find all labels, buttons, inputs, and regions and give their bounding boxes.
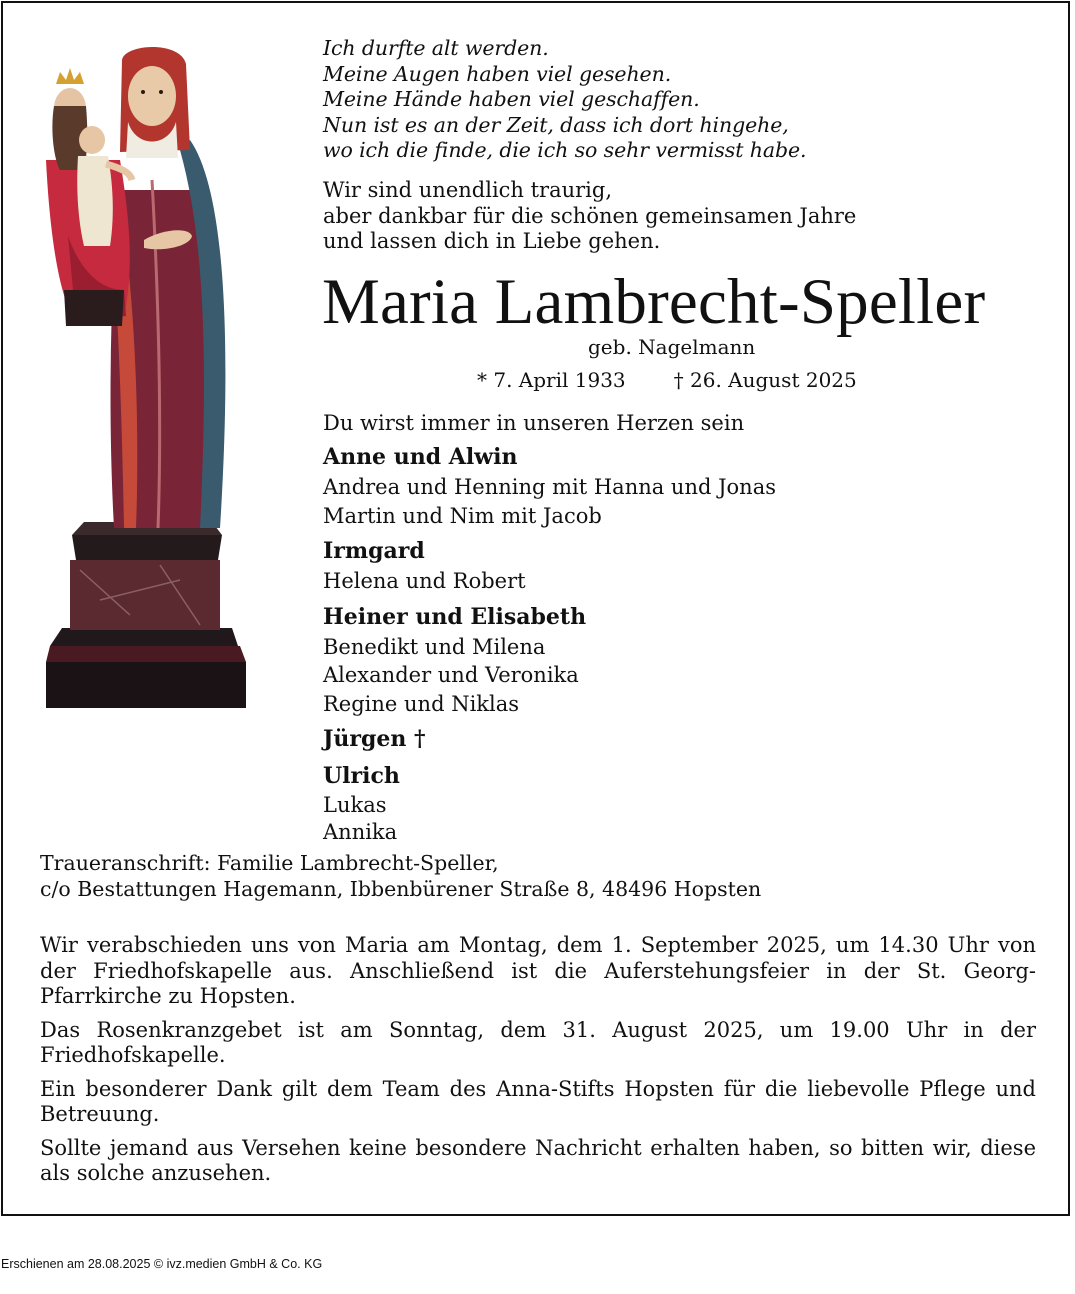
family-lead: Ulrich xyxy=(323,763,400,789)
family-lead: Anne und Alwin xyxy=(323,444,518,470)
address-line: c/o Bestattungen Hagemann, Ibbenbürener Straße 8, 48496 Hopsten xyxy=(40,877,762,901)
family-group xyxy=(323,724,776,755)
note-paragraph: Sollte jemand aus Versehen keine besondere Nachricht erhalten haben, so bitten wir, diese als solche anzusehen. xyxy=(40,1135,1036,1185)
poem xyxy=(323,36,806,164)
poem-line: Meine Hände haben viel geschaffen. xyxy=(323,87,700,112)
family-lead: Jürgen † xyxy=(323,726,426,752)
poem-line: Nun ist es an der Zeit, dass ich dort hingehe, xyxy=(323,112,789,137)
mourning-address xyxy=(40,850,761,902)
family-member: Regine und Niklas xyxy=(323,691,520,716)
life-dates xyxy=(477,368,857,392)
publication-footer: Erschienen am 28.08.2025 © ivz.medien GmbH & Co. KG xyxy=(1,1257,323,1271)
deceased-name: Maria Lambrecht-Speller xyxy=(322,266,986,338)
address-line: Traueranschrift: Familie Lambrecht-Speller, xyxy=(40,851,499,875)
intro-line: Wir sind unendlich traurig, xyxy=(323,178,613,202)
family-lead: Heiner und Elisabeth xyxy=(323,603,587,630)
birth-date: * 7. April 1933 xyxy=(477,368,626,392)
note-paragraph: Wir verabschieden uns von Maria am Montag, dem 1. September 2025, um 14.30 Uhr von der Friedhofskapelle aus. Anschließend ist die Auferstehungsfeier in der St. Georg-Pfarrkirche zu Hopsten. xyxy=(40,933,1036,1008)
family-member: Alexander und Veronika xyxy=(323,663,579,687)
family-group xyxy=(323,442,776,530)
death-date: † 26. August 2025 xyxy=(673,368,857,392)
family-group xyxy=(323,536,776,596)
intro-line: aber dankbar für die schönen gemeinsamen Jahre xyxy=(323,203,857,228)
family-motto: Du wirst immer in unseren Herzen sein xyxy=(323,411,745,435)
statue-image xyxy=(40,40,255,708)
family-group xyxy=(323,761,776,845)
born-name: geb. Nagelmann xyxy=(588,335,756,359)
family-member: Martin und Nim mit Jacob xyxy=(323,503,602,528)
note-paragraph: Ein besonderer Dank gilt dem Team des Anna-Stifts Hopsten für die liebevolle Pflege und Betreuung. xyxy=(40,1076,1036,1126)
family-member: Lukas xyxy=(323,793,387,817)
poem-line: Ich durfte alt werden. xyxy=(323,36,549,60)
note-paragraph: Das Rosenkranzgebet ist am Sonntag, dem 31. August 2025, um 19.00 Uhr in der Friedhofskapelle. xyxy=(40,1017,1036,1067)
family-member: Helena und Robert xyxy=(323,569,526,593)
family-member: Benedikt und Milena xyxy=(323,634,546,659)
family-member: Andrea und Henning mit Hanna und Jonas xyxy=(323,475,776,499)
funeral-notes xyxy=(40,933,1036,1195)
family-lead: Irmgard xyxy=(323,538,425,564)
family-list xyxy=(323,408,776,851)
family-group xyxy=(323,602,776,719)
intro-line: und lassen dich in Liebe gehen. xyxy=(323,229,661,253)
poem-line: Meine Augen haben viel gesehen. xyxy=(323,61,672,86)
family-member: Annika xyxy=(323,819,398,844)
poem-line: wo ich die finde, die ich so sehr vermisst habe. xyxy=(323,138,807,163)
intro-text xyxy=(323,178,856,255)
